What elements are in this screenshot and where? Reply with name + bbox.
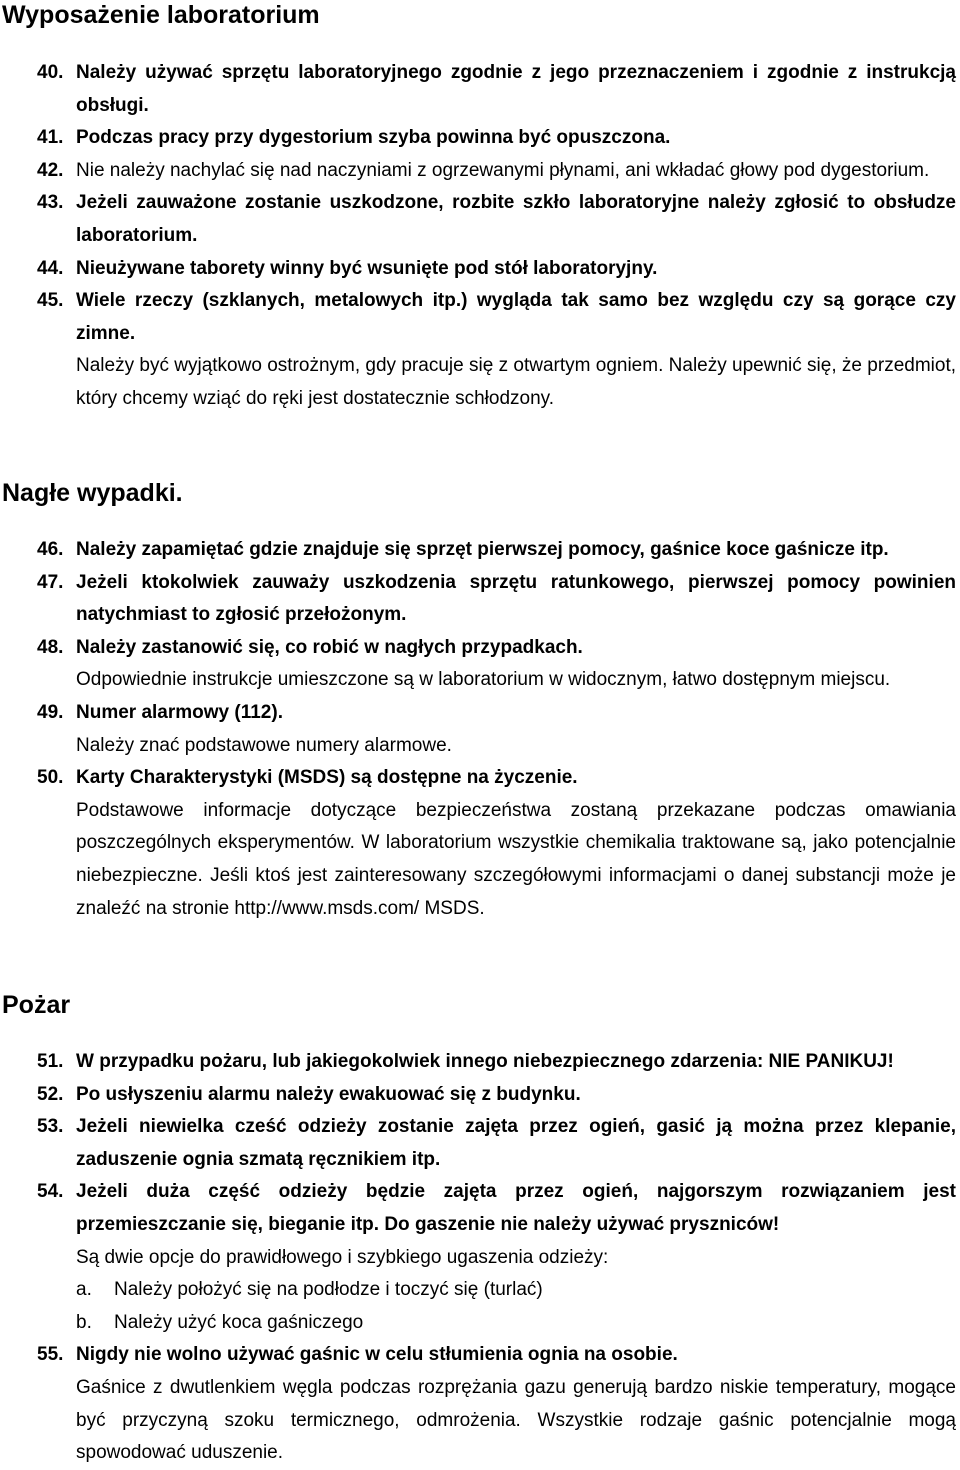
item-note-48 xyxy=(0,664,960,697)
item-number: 42. xyxy=(37,159,64,181)
item-text: Należy zapamiętać gdzie znajduje się sprzęt pierwszej pomocy, gaśnice koce gaśnicze itp. xyxy=(76,539,889,560)
item-text: Jeżeli duża część odzieży będzie zajęta przez ogień, najgorszym rozwiązaniem jest przemieszczanie się, bieganie itp. Do gaszenie nie należy używać pryszniców! xyxy=(76,1181,956,1235)
item-text: Po usłyszeniu alarmu należy ewakuować się z budynku. xyxy=(76,1083,581,1105)
item-text: Numer alarmowy (112). xyxy=(76,701,283,723)
item-text: Jeżeli ktokolwiek zauważy uszkodzenia sprzętu ratunkowego, pierwszej pomocy powinien natychmiast to zgłosić przełożonym. xyxy=(76,571,956,626)
list-item-46 xyxy=(0,534,960,567)
item-number: 50. xyxy=(37,767,64,789)
item-note: Należy być wyjątkowo ostrożnym, gdy pracuje się z otwartym ogniem. Należy upewnić się, że przedmiot, który chcemy wziąć do ręki jest dostatecznie schłodzony. xyxy=(76,355,956,409)
item-note: Odpowiednie instrukcje umieszczone są w laboratorium w widocznym, łatwo dostępnym miejscu. xyxy=(76,669,891,691)
item-note-45 xyxy=(0,350,960,415)
item-number: 48. xyxy=(37,636,64,658)
list-item-44 xyxy=(0,253,960,286)
list-item-51 xyxy=(0,1046,960,1079)
item-number: 47. xyxy=(37,571,64,593)
equipment-list xyxy=(0,57,960,416)
item-number: 40. xyxy=(37,62,64,83)
subitem-text: Należy użyć koca gaśniczego xyxy=(114,1311,364,1333)
list-item-42 xyxy=(0,155,960,188)
item-text: Jeżeli zauważone zostanie uszkodzone, rozbite szkło laboratoryjne należy zgłosić to obsłudze laboratorium. xyxy=(76,192,956,246)
list-item-53 xyxy=(0,1111,960,1176)
item-text: Jeżeli niewielka cześć odzieży zostanie zajęta przez ogień, gasić ją można przez klepanie, zaduszenie ognia szmatą ręcznikiem itp. xyxy=(76,1116,956,1170)
subitem-letter: b. xyxy=(76,1311,92,1333)
item-note: Gaśnice z dwutlenkiem węgla podczas rozprężania gazu generują bardzo niskie temperatury, mogące być przyczyną szoku termicznego, odmrożenia. Wszystkie rodzaje gaśnic potencjalnie mogą spowodować uduszenie. xyxy=(76,1376,956,1464)
item-text: Nigdy nie wolno używać gaśnic w celu stłumienia ognia na osobie. xyxy=(76,1344,678,1366)
item-number: 52. xyxy=(37,1083,64,1105)
emergencies-list xyxy=(0,534,960,925)
item-text: Należy zastanowić się, co robić w nagłych przypadkach. xyxy=(76,636,583,658)
section-heading-fire: Pożar xyxy=(2,991,71,1019)
item-number: 53. xyxy=(37,1116,64,1138)
list-item-47 xyxy=(0,567,960,632)
item-number: 51. xyxy=(37,1051,64,1072)
section-heading-emergencies: Nagłe wypadki. xyxy=(2,479,183,507)
list-item-54 xyxy=(0,1176,960,1241)
item-note: Podstawowe informacje dotyczące bezpieczeństwa zostaną przekazane podczas omawiania poszczególnych eksperymentów. W laboratorium wszystkie chemikalia traktowane są, jako potencjalnie niebezpieczne. Jeśli ktoś jest zainteresowany szczegółowymi informacjami o danej substancji może je znaleźć na stronie http://www.msds.com/ MSDS. xyxy=(76,799,956,919)
item-number: 41. xyxy=(37,127,64,149)
item-text: Podczas pracy przy dygestorium szyba powinna być opuszczona. xyxy=(76,127,671,149)
list-item-49 xyxy=(0,697,960,730)
item-text: Nie należy nachylać się nad naczyniami z ogrzewanymi płynami, ani wkładać głowy pod dygestorium. xyxy=(76,159,930,181)
subitem-b xyxy=(0,1307,960,1340)
list-item-45 xyxy=(0,285,960,350)
list-item-48 xyxy=(0,632,960,665)
item-number: 43. xyxy=(37,192,64,214)
item-note-50 xyxy=(0,795,960,925)
subitem-letter: a. xyxy=(76,1279,92,1301)
list-item-43 xyxy=(0,187,960,252)
list-item-50 xyxy=(0,762,960,795)
item-text: Karty Charakterystyki (MSDS) są dostępne na życzenie. xyxy=(76,767,578,789)
item-text: W przypadku pożaru, lub jakiegokolwiek innego niebezpiecznego zdarzenia: NIE PANIKUJ! xyxy=(76,1051,894,1072)
item-text: Należy używać sprzętu laboratoryjnego zgodnie z jego przeznaczeniem i zgodnie z instrukcją obsługi. xyxy=(76,62,956,116)
item-number: 55. xyxy=(37,1344,64,1366)
item-text: Wiele rzeczy (szklanych, metalowych itp.) wygląda tak samo bez względu czy są gorące czy zimne. xyxy=(76,290,956,344)
item-number: 49. xyxy=(37,701,64,723)
item-number: 54. xyxy=(37,1181,64,1203)
item-note-54 xyxy=(0,1242,960,1275)
list-item-41 xyxy=(0,122,960,155)
item-number: 46. xyxy=(37,539,64,560)
item-note-55 xyxy=(0,1372,960,1470)
fire-list xyxy=(0,1046,960,1470)
item-text: Nieużywane taborety winny być wsunięte pod stół laboratoryjny. xyxy=(76,257,658,279)
item-number: 44. xyxy=(37,257,64,279)
item-note: Są dwie opcje do prawidłowego i szybkiego ugaszenia odzieży: xyxy=(76,1246,609,1268)
item-number: 45. xyxy=(37,290,64,312)
list-item-55 xyxy=(0,1339,960,1372)
subitem-a xyxy=(0,1274,960,1307)
subitem-text: Należy położyć się na podłodze i toczyć się (turlać) xyxy=(114,1279,543,1301)
list-item-40 xyxy=(0,57,960,122)
item-note: Należy znać podstawowe numery alarmowe. xyxy=(76,734,452,756)
list-item-52 xyxy=(0,1079,960,1112)
section-heading-equipment: Wyposażenie laboratorium xyxy=(2,1,320,29)
item-note-49 xyxy=(0,730,960,763)
